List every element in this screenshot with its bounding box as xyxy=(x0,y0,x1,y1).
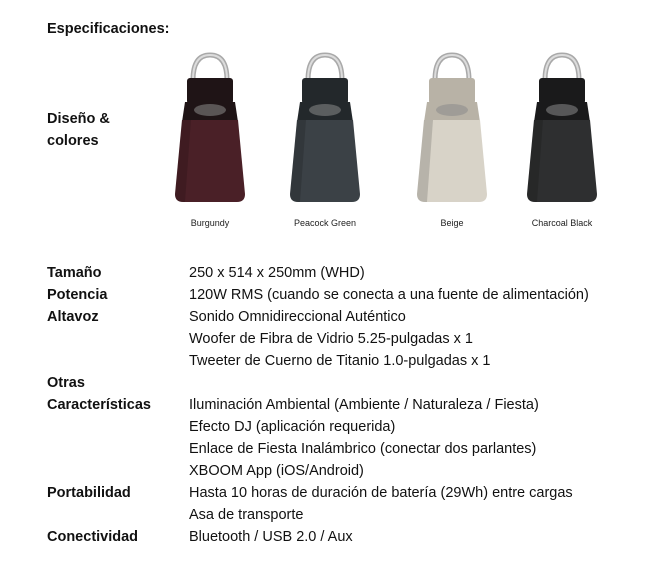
speaker-image xyxy=(165,52,255,212)
spec-values xyxy=(189,284,647,306)
spec-value: Bluetooth / USB 2.0 / Aux xyxy=(189,529,353,545)
spec-value: Hasta 10 horas de duración de batería (29Wh) entre cargas xyxy=(189,485,573,501)
design-label-line1: Diseño & xyxy=(47,111,110,127)
speaker-color-caption: Beige xyxy=(440,218,464,228)
spec-value: Enlace de Fiesta Inalámbrico (conectar dos parlantes) xyxy=(189,441,537,457)
speaker-image xyxy=(280,52,370,212)
spec-row xyxy=(47,284,647,306)
spec-label: Portabilidad xyxy=(47,485,131,501)
speaker-color-caption: Burgundy xyxy=(190,218,230,228)
spec-value xyxy=(189,372,647,394)
spec-label: Altavoz xyxy=(47,309,99,325)
speaker-color-caption: Peacock Green xyxy=(293,218,357,228)
spec-label: Conectividad xyxy=(47,529,139,545)
spec-value: XBOOM App (iOS/Android) xyxy=(189,463,364,479)
spec-label: Características xyxy=(47,397,151,413)
spec-row xyxy=(47,394,647,482)
spec-row xyxy=(47,262,647,284)
spec-value: Sonido Omnidireccional Auténtico xyxy=(189,309,406,325)
speaker-color-caption: Charcoal Black xyxy=(531,218,593,228)
spec-value: Asa de transporte xyxy=(189,507,304,523)
spec-row xyxy=(47,372,647,394)
spec-row xyxy=(47,482,647,526)
spec-row xyxy=(47,306,647,372)
spec-values xyxy=(189,526,647,548)
speaker-image xyxy=(407,52,497,212)
spec-row xyxy=(47,526,647,548)
spec-value: 250 x 514 x 250mm (WHD) xyxy=(189,265,365,281)
spec-values xyxy=(189,372,647,394)
spec-label: Tamaño xyxy=(47,265,102,281)
page-heading: Especificaciones: xyxy=(47,21,170,37)
spec-value: 120W RMS (cuando se conecta a una fuente de alimentación) xyxy=(189,287,589,303)
spec-values xyxy=(189,262,647,284)
spec-value: Woofer de Fibra de Vidrio 5.25-pulgadas x 1 xyxy=(189,331,473,347)
spec-label: Potencia xyxy=(47,287,108,303)
speaker-image xyxy=(517,52,607,212)
spec-value: Efecto DJ (aplicación requerida) xyxy=(189,419,396,435)
design-colors-label xyxy=(47,108,110,152)
spec-values xyxy=(189,394,647,482)
spec-value: Iluminación Ambiental (Ambiente / Naturaleza / Fiesta) xyxy=(189,397,539,413)
spec-value: Tweeter de Cuerno de Titanio 1.0-pulgadas x 1 xyxy=(189,353,491,369)
spec-label: Otras xyxy=(47,375,85,391)
design-label-line2: colores xyxy=(47,133,99,149)
spec-table xyxy=(47,262,647,548)
spec-values xyxy=(189,306,647,372)
spec-values xyxy=(189,482,647,526)
